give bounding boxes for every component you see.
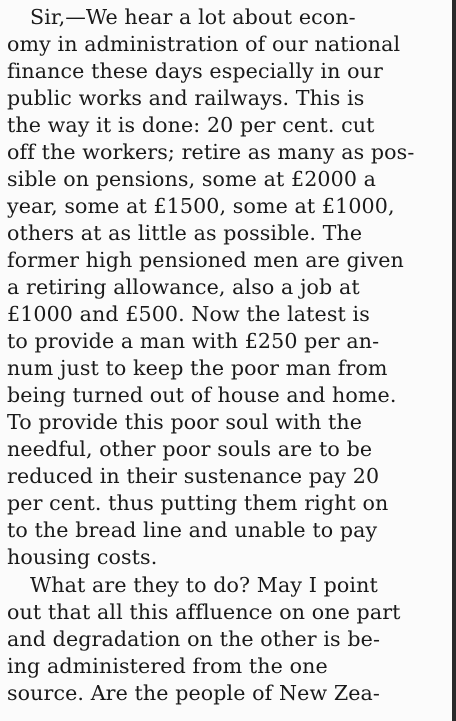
text-line: and degradation on the other is be- (7, 627, 381, 651)
text-line: omy in administration of our national (7, 32, 401, 56)
text-line: per cent. thus putting them right on (7, 491, 389, 515)
text-line: former high pensioned men are given (7, 248, 404, 272)
text-line: a retiring allowance, also a job at (7, 275, 360, 299)
text-line: reduced in their sustenance pay 20 (7, 464, 380, 488)
text-line: finance these days especially in our (7, 59, 383, 83)
text-line: £1000 and £500. Now the latest is (7, 302, 370, 326)
text-line: out that all this affluence on one part (7, 600, 401, 624)
column-edge-rule (452, 0, 456, 721)
text-line: the way it is done: 20 per cent. cut (7, 113, 375, 137)
text-line: Sir,—We hear a lot about econ- (30, 5, 356, 29)
text-line: off the workers; retire as many as pos- (7, 140, 415, 164)
text-line: What are they to do? May I point (30, 573, 378, 597)
text-line: num just to keep the poor man from (7, 356, 388, 380)
text-line: others at as little as possible. The (7, 221, 363, 245)
text-line: To provide this poor soul with the (7, 410, 363, 434)
text-line: to the bread line and unable to pay (7, 518, 378, 542)
text-line: housing costs. (7, 545, 158, 569)
text-line: sible on pensions, some at £2000 a (7, 167, 377, 191)
text-line: source. Are the people of New Zea- (7, 681, 380, 705)
text-line: being turned out of house and home. (7, 383, 397, 407)
text-line: to provide a man with £250 per an- (7, 329, 380, 353)
text-line: ing administered from the one (7, 654, 328, 678)
text-line: year, some at £1500, some at £1000, (7, 194, 395, 218)
text-line: needful, other poor souls are to be (7, 437, 373, 461)
text-line: public works and railways. This is (7, 86, 365, 110)
